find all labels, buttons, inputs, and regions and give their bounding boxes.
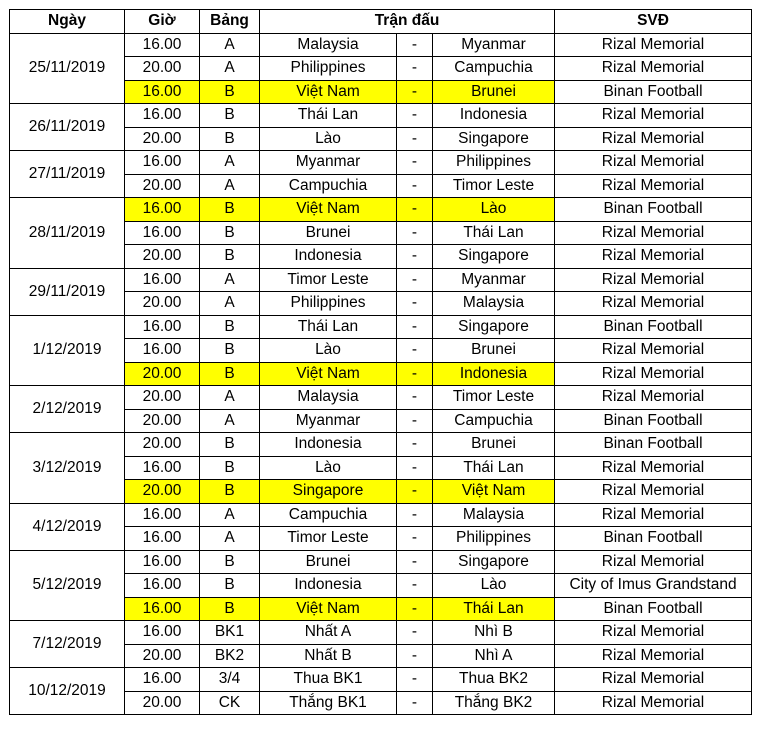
match-time: 16.00 <box>125 503 200 527</box>
match-dash: - <box>397 221 433 245</box>
match-away-team: Singapore <box>433 550 555 574</box>
match-away-team: Brunei <box>433 433 555 457</box>
match-time: 16.00 <box>125 550 200 574</box>
match-time: 20.00 <box>125 362 200 386</box>
match-group: B <box>200 550 260 574</box>
match-home-team: Lào <box>260 339 397 363</box>
match-venue: Rizal Memorial <box>555 668 752 692</box>
match-home-team: Brunei <box>260 221 397 245</box>
match-group: A <box>200 527 260 551</box>
match-group: A <box>200 503 260 527</box>
match-time: 16.00 <box>125 198 200 222</box>
match-group: B <box>200 221 260 245</box>
match-group: 3/4 <box>200 668 260 692</box>
match-row <box>10 621 752 645</box>
match-home-team: Việt Nam <box>260 362 397 386</box>
match-venue: Rizal Memorial <box>555 362 752 386</box>
match-venue: Rizal Memorial <box>555 151 752 175</box>
match-time: 20.00 <box>125 386 200 410</box>
match-time: 16.00 <box>125 268 200 292</box>
match-row <box>10 315 752 339</box>
match-group: B <box>200 104 260 128</box>
header-venue: SVĐ <box>555 10 752 34</box>
match-home-team: Timor Leste <box>260 268 397 292</box>
match-away-team: Myanmar <box>433 268 555 292</box>
match-home-team: Thái Lan <box>260 104 397 128</box>
match-group: B <box>200 80 260 104</box>
match-group: B <box>200 339 260 363</box>
match-home-team: Campuchia <box>260 503 397 527</box>
match-home-team: Philippines <box>260 57 397 81</box>
match-row <box>10 433 752 457</box>
match-group: B <box>200 574 260 598</box>
match-group: A <box>200 268 260 292</box>
match-venue: Rizal Memorial <box>555 550 752 574</box>
header-time: Giờ <box>125 10 200 34</box>
match-dash: - <box>397 33 433 57</box>
match-venue: Rizal Memorial <box>555 503 752 527</box>
match-group: BK2 <box>200 644 260 668</box>
match-group: A <box>200 57 260 81</box>
match-group: B <box>200 597 260 621</box>
match-away-team: Indonesia <box>433 104 555 128</box>
match-home-team: Indonesia <box>260 245 397 269</box>
match-date: 25/11/2019 <box>10 33 125 104</box>
match-venue: Rizal Memorial <box>555 456 752 480</box>
match-home-team: Brunei <box>260 550 397 574</box>
match-time: 16.00 <box>125 80 200 104</box>
match-date: 5/12/2019 <box>10 550 125 621</box>
match-group: B <box>200 315 260 339</box>
match-group: BK1 <box>200 621 260 645</box>
match-group: B <box>200 362 260 386</box>
match-time: 20.00 <box>125 691 200 715</box>
match-dash: - <box>397 104 433 128</box>
match-time: 16.00 <box>125 339 200 363</box>
match-home-team: Thắng BK1 <box>260 691 397 715</box>
match-away-team: Brunei <box>433 339 555 363</box>
match-venue: Rizal Memorial <box>555 174 752 198</box>
match-group: A <box>200 386 260 410</box>
header-date: Ngày <box>10 10 125 34</box>
match-dash: - <box>397 127 433 151</box>
match-away-team: Singapore <box>433 315 555 339</box>
match-time: 20.00 <box>125 127 200 151</box>
match-time: 16.00 <box>125 574 200 598</box>
match-away-team: Campuchia <box>433 57 555 81</box>
match-away-team: Singapore <box>433 245 555 269</box>
match-home-team: Lào <box>260 127 397 151</box>
match-row <box>10 386 752 410</box>
match-venue: Rizal Memorial <box>555 268 752 292</box>
match-away-team: Singapore <box>433 127 555 151</box>
match-away-team: Malaysia <box>433 292 555 316</box>
match-group: A <box>200 151 260 175</box>
match-home-team: Timor Leste <box>260 527 397 551</box>
match-venue: Binan Football <box>555 597 752 621</box>
match-venue: Binan Football <box>555 198 752 222</box>
match-date: 28/11/2019 <box>10 198 125 269</box>
match-row <box>10 151 752 175</box>
match-venue: Rizal Memorial <box>555 104 752 128</box>
match-away-team: Campuchia <box>433 409 555 433</box>
match-time: 16.00 <box>125 668 200 692</box>
match-group: A <box>200 33 260 57</box>
match-away-team: Myanmar <box>433 33 555 57</box>
match-venue: Rizal Memorial <box>555 621 752 645</box>
match-dash: - <box>397 668 433 692</box>
match-group: B <box>200 198 260 222</box>
match-venue: Binan Football <box>555 527 752 551</box>
match-dash: - <box>397 339 433 363</box>
match-dash: - <box>397 174 433 198</box>
match-home-team: Thua BK1 <box>260 668 397 692</box>
match-dash: - <box>397 691 433 715</box>
match-home-team: Việt Nam <box>260 80 397 104</box>
match-time: 16.00 <box>125 104 200 128</box>
match-group: B <box>200 127 260 151</box>
match-time: 20.00 <box>125 245 200 269</box>
match-row <box>10 33 752 57</box>
match-home-team: Campuchia <box>260 174 397 198</box>
match-venue: Rizal Memorial <box>555 245 752 269</box>
match-time: 16.00 <box>125 221 200 245</box>
header-match: Trận đấu <box>260 10 555 34</box>
match-dash: - <box>397 151 433 175</box>
match-venue: Rizal Memorial <box>555 386 752 410</box>
match-row <box>10 104 752 128</box>
match-group: A <box>200 409 260 433</box>
match-date: 27/11/2019 <box>10 151 125 198</box>
match-date: 29/11/2019 <box>10 268 125 315</box>
match-date: 7/12/2019 <box>10 621 125 668</box>
match-row <box>10 268 752 292</box>
match-away-team: Timor Leste <box>433 174 555 198</box>
match-away-team: Lào <box>433 198 555 222</box>
match-venue: City of Imus Grandstand <box>555 574 752 598</box>
match-venue: Binan Football <box>555 315 752 339</box>
match-group: CK <box>200 691 260 715</box>
match-home-team: Myanmar <box>260 151 397 175</box>
match-group: B <box>200 480 260 504</box>
match-group: B <box>200 433 260 457</box>
match-away-team: Brunei <box>433 80 555 104</box>
match-away-team: Thái Lan <box>433 456 555 480</box>
match-group: A <box>200 174 260 198</box>
match-away-team: Thắng BK2 <box>433 691 555 715</box>
match-away-team: Malaysia <box>433 503 555 527</box>
match-dash: - <box>397 409 433 433</box>
match-time: 16.00 <box>125 456 200 480</box>
match-home-team: Indonesia <box>260 433 397 457</box>
match-time: 20.00 <box>125 433 200 457</box>
match-time: 16.00 <box>125 527 200 551</box>
match-time: 16.00 <box>125 33 200 57</box>
match-venue: Binan Football <box>555 80 752 104</box>
match-dash: - <box>397 503 433 527</box>
match-home-team: Thái Lan <box>260 315 397 339</box>
header-group: Bảng <box>200 10 260 34</box>
match-home-team: Lào <box>260 456 397 480</box>
match-group: A <box>200 292 260 316</box>
match-time: 16.00 <box>125 621 200 645</box>
match-dash: - <box>397 433 433 457</box>
match-dash: - <box>397 550 433 574</box>
match-home-team: Nhất A <box>260 621 397 645</box>
match-dash: - <box>397 527 433 551</box>
match-venue: Binan Football <box>555 433 752 457</box>
match-venue: Rizal Memorial <box>555 292 752 316</box>
match-home-team: Indonesia <box>260 574 397 598</box>
match-away-team: Thái Lan <box>433 597 555 621</box>
match-away-team: Philippines <box>433 151 555 175</box>
match-away-team: Lào <box>433 574 555 598</box>
match-group: B <box>200 245 260 269</box>
match-dash: - <box>397 315 433 339</box>
match-away-team: Thua BK2 <box>433 668 555 692</box>
match-home-team: Myanmar <box>260 409 397 433</box>
match-dash: - <box>397 644 433 668</box>
match-venue: Rizal Memorial <box>555 480 752 504</box>
match-away-team: Indonesia <box>433 362 555 386</box>
match-away-team: Philippines <box>433 527 555 551</box>
match-time: 16.00 <box>125 315 200 339</box>
match-time: 20.00 <box>125 480 200 504</box>
match-home-team: Malaysia <box>260 386 397 410</box>
schedule-table <box>9 9 752 715</box>
match-row <box>10 550 752 574</box>
match-home-team: Malaysia <box>260 33 397 57</box>
match-dash: - <box>397 597 433 621</box>
match-home-team: Việt Nam <box>260 198 397 222</box>
match-date: 3/12/2019 <box>10 433 125 504</box>
match-time: 20.00 <box>125 174 200 198</box>
match-dash: - <box>397 480 433 504</box>
match-row <box>10 668 752 692</box>
match-venue: Rizal Memorial <box>555 644 752 668</box>
match-dash: - <box>397 574 433 598</box>
match-home-team: Việt Nam <box>260 597 397 621</box>
match-venue: Rizal Memorial <box>555 33 752 57</box>
match-date: 26/11/2019 <box>10 104 125 151</box>
match-date: 1/12/2019 <box>10 315 125 386</box>
match-dash: - <box>397 80 433 104</box>
match-venue: Rizal Memorial <box>555 57 752 81</box>
header-row <box>10 10 752 34</box>
match-away-team: Thái Lan <box>433 221 555 245</box>
match-venue: Binan Football <box>555 409 752 433</box>
match-time: 20.00 <box>125 644 200 668</box>
match-dash: - <box>397 57 433 81</box>
match-dash: - <box>397 292 433 316</box>
match-group: B <box>200 456 260 480</box>
match-time: 16.00 <box>125 151 200 175</box>
match-dash: - <box>397 456 433 480</box>
match-row <box>10 198 752 222</box>
match-date: 10/12/2019 <box>10 668 125 715</box>
match-away-team: Timor Leste <box>433 386 555 410</box>
match-dash: - <box>397 198 433 222</box>
match-date: 2/12/2019 <box>10 386 125 433</box>
match-away-team: Nhì A <box>433 644 555 668</box>
match-home-team: Nhất B <box>260 644 397 668</box>
match-time: 16.00 <box>125 597 200 621</box>
match-dash: - <box>397 621 433 645</box>
match-row <box>10 503 752 527</box>
match-venue: Rizal Memorial <box>555 127 752 151</box>
match-away-team: Việt Nam <box>433 480 555 504</box>
match-dash: - <box>397 268 433 292</box>
match-home-team: Singapore <box>260 480 397 504</box>
match-venue: Rizal Memorial <box>555 691 752 715</box>
match-date: 4/12/2019 <box>10 503 125 550</box>
match-away-team: Nhì B <box>433 621 555 645</box>
match-time: 20.00 <box>125 292 200 316</box>
schedule-body <box>10 33 752 715</box>
match-home-team: Philippines <box>260 292 397 316</box>
match-dash: - <box>397 245 433 269</box>
match-time: 20.00 <box>125 409 200 433</box>
match-venue: Rizal Memorial <box>555 221 752 245</box>
match-dash: - <box>397 386 433 410</box>
match-dash: - <box>397 362 433 386</box>
match-venue: Rizal Memorial <box>555 339 752 363</box>
match-time: 20.00 <box>125 57 200 81</box>
